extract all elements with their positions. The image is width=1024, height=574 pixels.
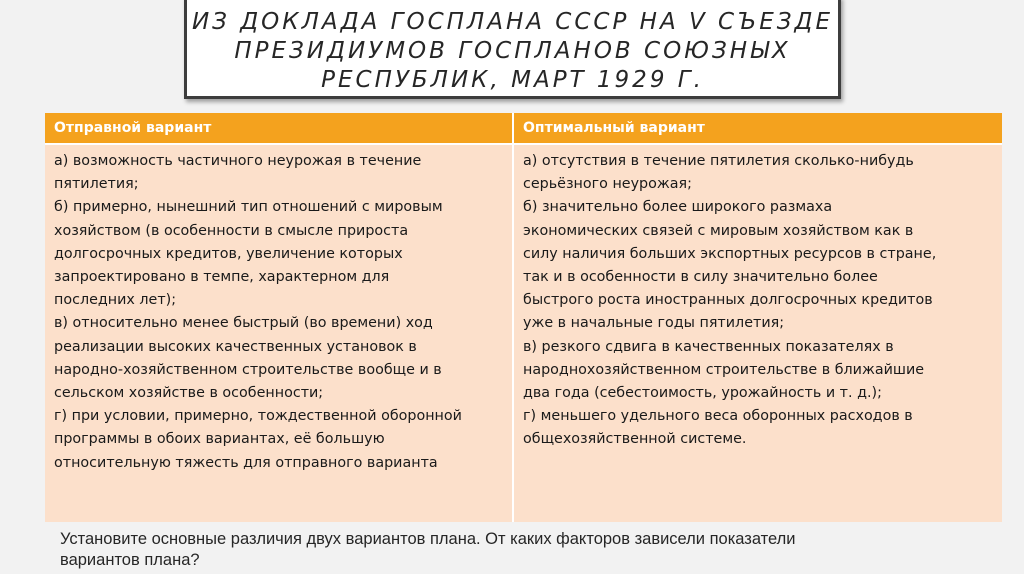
title-line: ПРЕЗИДИУМОВ ГОСПЛАНОВ СОЮЗНЫХ <box>234 38 791 64</box>
cell-line: уже в начальные годы пятилетия; <box>523 315 785 332</box>
cell-line: г) при условии, примерно, тождественной оборонной <box>54 408 462 425</box>
cell-line: г) меньшего удельного веса оборонных расходов в <box>523 408 913 425</box>
cell-line: общехозяйственной системе. <box>523 431 747 448</box>
cell-line: силу наличия больших экспортных ресурсов в стране, <box>523 245 937 262</box>
cell-line: в) резкого сдвига в качественных показателях в <box>523 338 894 355</box>
header-initial-variant: Отправной вариант <box>45 113 512 143</box>
cell-line: народнохозяйственном строительстве в ближайшие <box>523 361 925 378</box>
cell-line: два года (себестоимость, урожайность и т. д.); <box>523 385 882 402</box>
cell-line: долгосрочных кредитов, увеличение которых <box>54 245 403 262</box>
cell-initial-variant <box>45 143 512 522</box>
cell-line: реализации высоких качественных установок в <box>54 338 417 355</box>
cell-line: б) значительно более широкого размаха <box>523 199 833 216</box>
cell-line: так и в особенности в силу значительно более <box>523 269 878 286</box>
cell-line: хозяйством (в особенности в смысле прироста <box>54 222 409 239</box>
title-line: РЕСПУБЛИК, МАРТ 1929 Г. <box>321 67 704 93</box>
cell-optimal-variant <box>512 143 1002 522</box>
cell-line: программы в обоих вариантах, её большую <box>54 431 385 448</box>
header-optimal-variant: Оптимальный вариант <box>512 113 1002 143</box>
title-box <box>184 0 841 99</box>
cell-line: пятилетия; <box>54 176 139 193</box>
slide-title <box>187 8 838 95</box>
cell-line: относительную тяжесть для отправного варианта <box>54 454 438 471</box>
cell-line: народно-хозяйственном строительстве вообще и в <box>54 361 442 378</box>
cell-line: сельском хозяйстве в особенности; <box>54 385 324 402</box>
cell-line: в) относительно менее быстрый (во времени) ход <box>54 315 433 332</box>
cell-line: быстрого роста иностранных долгосрочных кредитов <box>523 292 933 309</box>
cell-line: б) примерно, нынешний тип отношений с мировым <box>54 199 443 216</box>
question-line: вариантов плана? <box>60 551 200 569</box>
cell-line: а) отсутствия в течение пятилетия сколько-нибудь <box>523 153 914 169</box>
cell-line: серьёзного неурожая; <box>523 176 692 193</box>
comparison-table <box>45 113 1002 522</box>
cell-line: последних лет); <box>54 292 177 309</box>
title-line: ИЗ ДОКЛАДА ГОСПЛАНА СССР НА V СЪЕЗДЕ <box>191 9 834 35</box>
cell-line: экономических связей с мировым хозяйством как в <box>523 222 914 239</box>
question-text <box>60 529 796 571</box>
cell-line: а) возможность частичного неурожая в течение <box>54 153 422 169</box>
cell-line: запроектировано в темпе, характерном для <box>54 269 390 286</box>
question-line: Установите основные различия двух вариантов плана. От каких факторов зависели показатели <box>60 530 796 548</box>
